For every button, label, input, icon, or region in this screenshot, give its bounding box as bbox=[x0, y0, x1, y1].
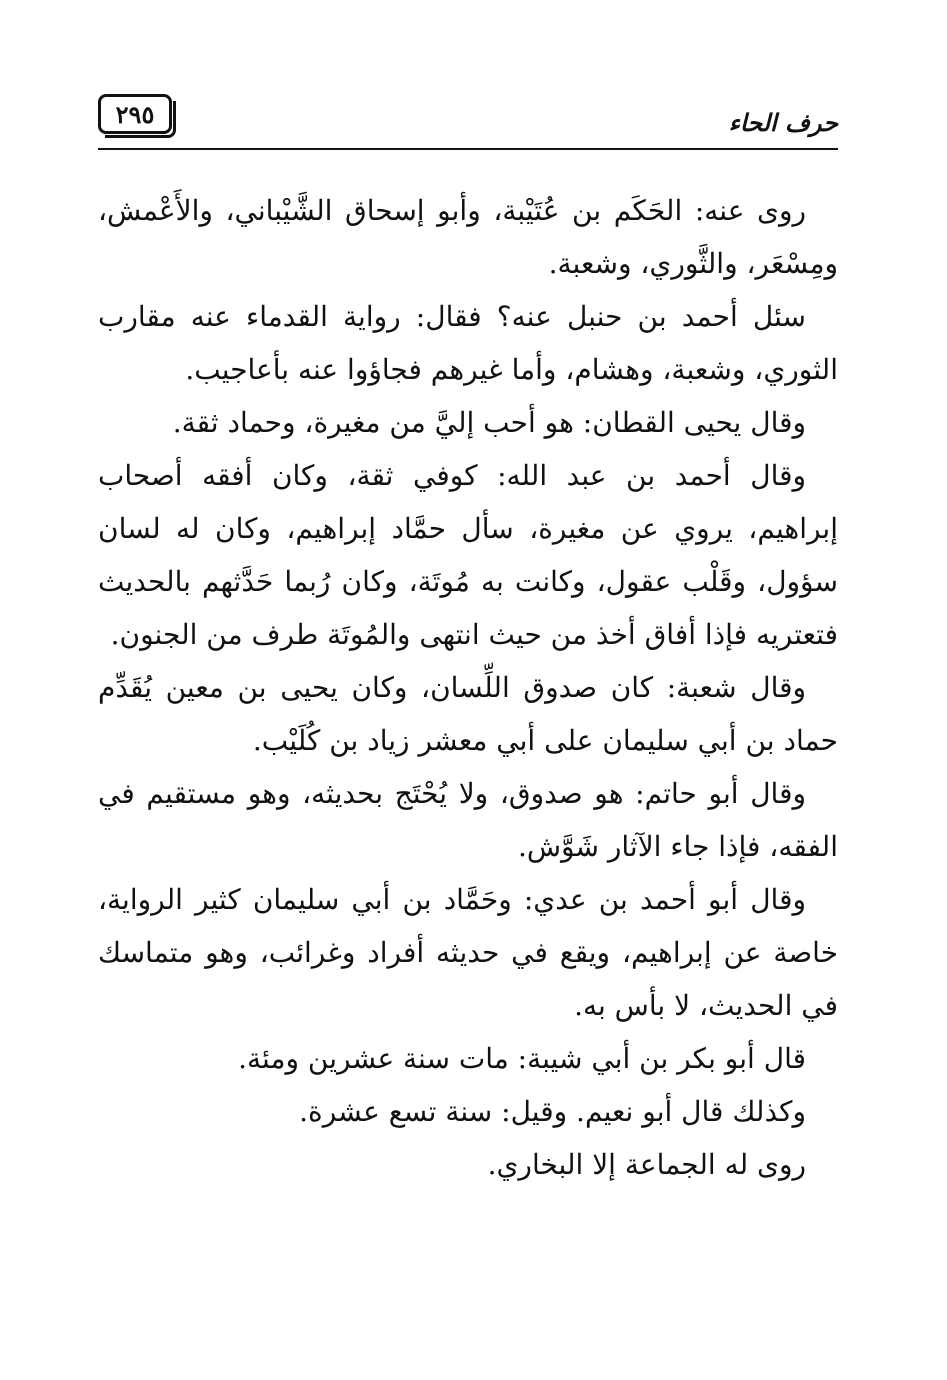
paragraph: قال أبو بكر بن أبي شيبة: مات سنة عشرين ومئة. bbox=[238, 1042, 806, 1075]
paragraph: وقال يحيى القطان: هو أحب إليَّ من مغيرة، وحماد ثقة. bbox=[172, 406, 806, 439]
page-header bbox=[98, 92, 838, 152]
paragraph: روى له الجماعة إلا البخاري. bbox=[487, 1148, 806, 1181]
page-number: ٢٩٥ bbox=[98, 94, 172, 134]
running-title: حرف الحاء bbox=[728, 108, 838, 137]
paragraph: سئل أحمد بن حنبل عنه؟ فقال: رواية القدماء عنه مقارب الثوري، وشعبة، وهشام، وأما غيرهم فجاؤوا عنه بأعاجيب. bbox=[98, 300, 838, 386]
header-divider bbox=[98, 148, 838, 150]
paragraph: روى عنه: الحَكَم بن عُتَيْبة، وأبو إسحاق الشَّيْباني، والأَعْمش، ومِسْعَر، والثَّوري، وشعبة. bbox=[98, 194, 838, 280]
paragraph: وكذلك قال أبو نعيم. وقيل: سنة تسع عشرة. bbox=[299, 1095, 806, 1128]
paragraph: وقال أبو حاتم: هو صدوق، ولا يُحْتَج بحديثه، وهو مستقيم في الفقه، فإذا جاء الآثار شَوَّش. bbox=[98, 777, 838, 863]
paragraph: وقال شعبة: كان صدوق اللِّسان، وكان يحيى بن معين يُقَدِّم حماد بن أبي سليمان على أبي معشر زياد بن كُلَيْب. bbox=[98, 671, 838, 757]
paragraph: وقال أحمد بن عبد الله: كوفي ثقة، وكان أفقه أصحاب إبراهيم، يروي عن مغيرة، سأل حمَّاد إبراهيم، وكان له لسان سؤول، وقَلْب عقول، وكانت به مُوتَة، وكان رُبما حَدَّثهم بالحديث فتعتريه فإذا أفاق أخذ من حيث انتهى والمُوتَة طرف من الجنون. bbox=[98, 459, 838, 651]
paragraph: وقال أبو أحمد بن عدي: وحَمَّاد بن أبي سليمان كثير الرواية، خاصة عن إبراهيم، ويقع في حديثه أفراد وغرائب، وهو متماسك في الحديث، لا بأس به. bbox=[98, 883, 838, 1022]
page-content bbox=[98, 184, 838, 1191]
